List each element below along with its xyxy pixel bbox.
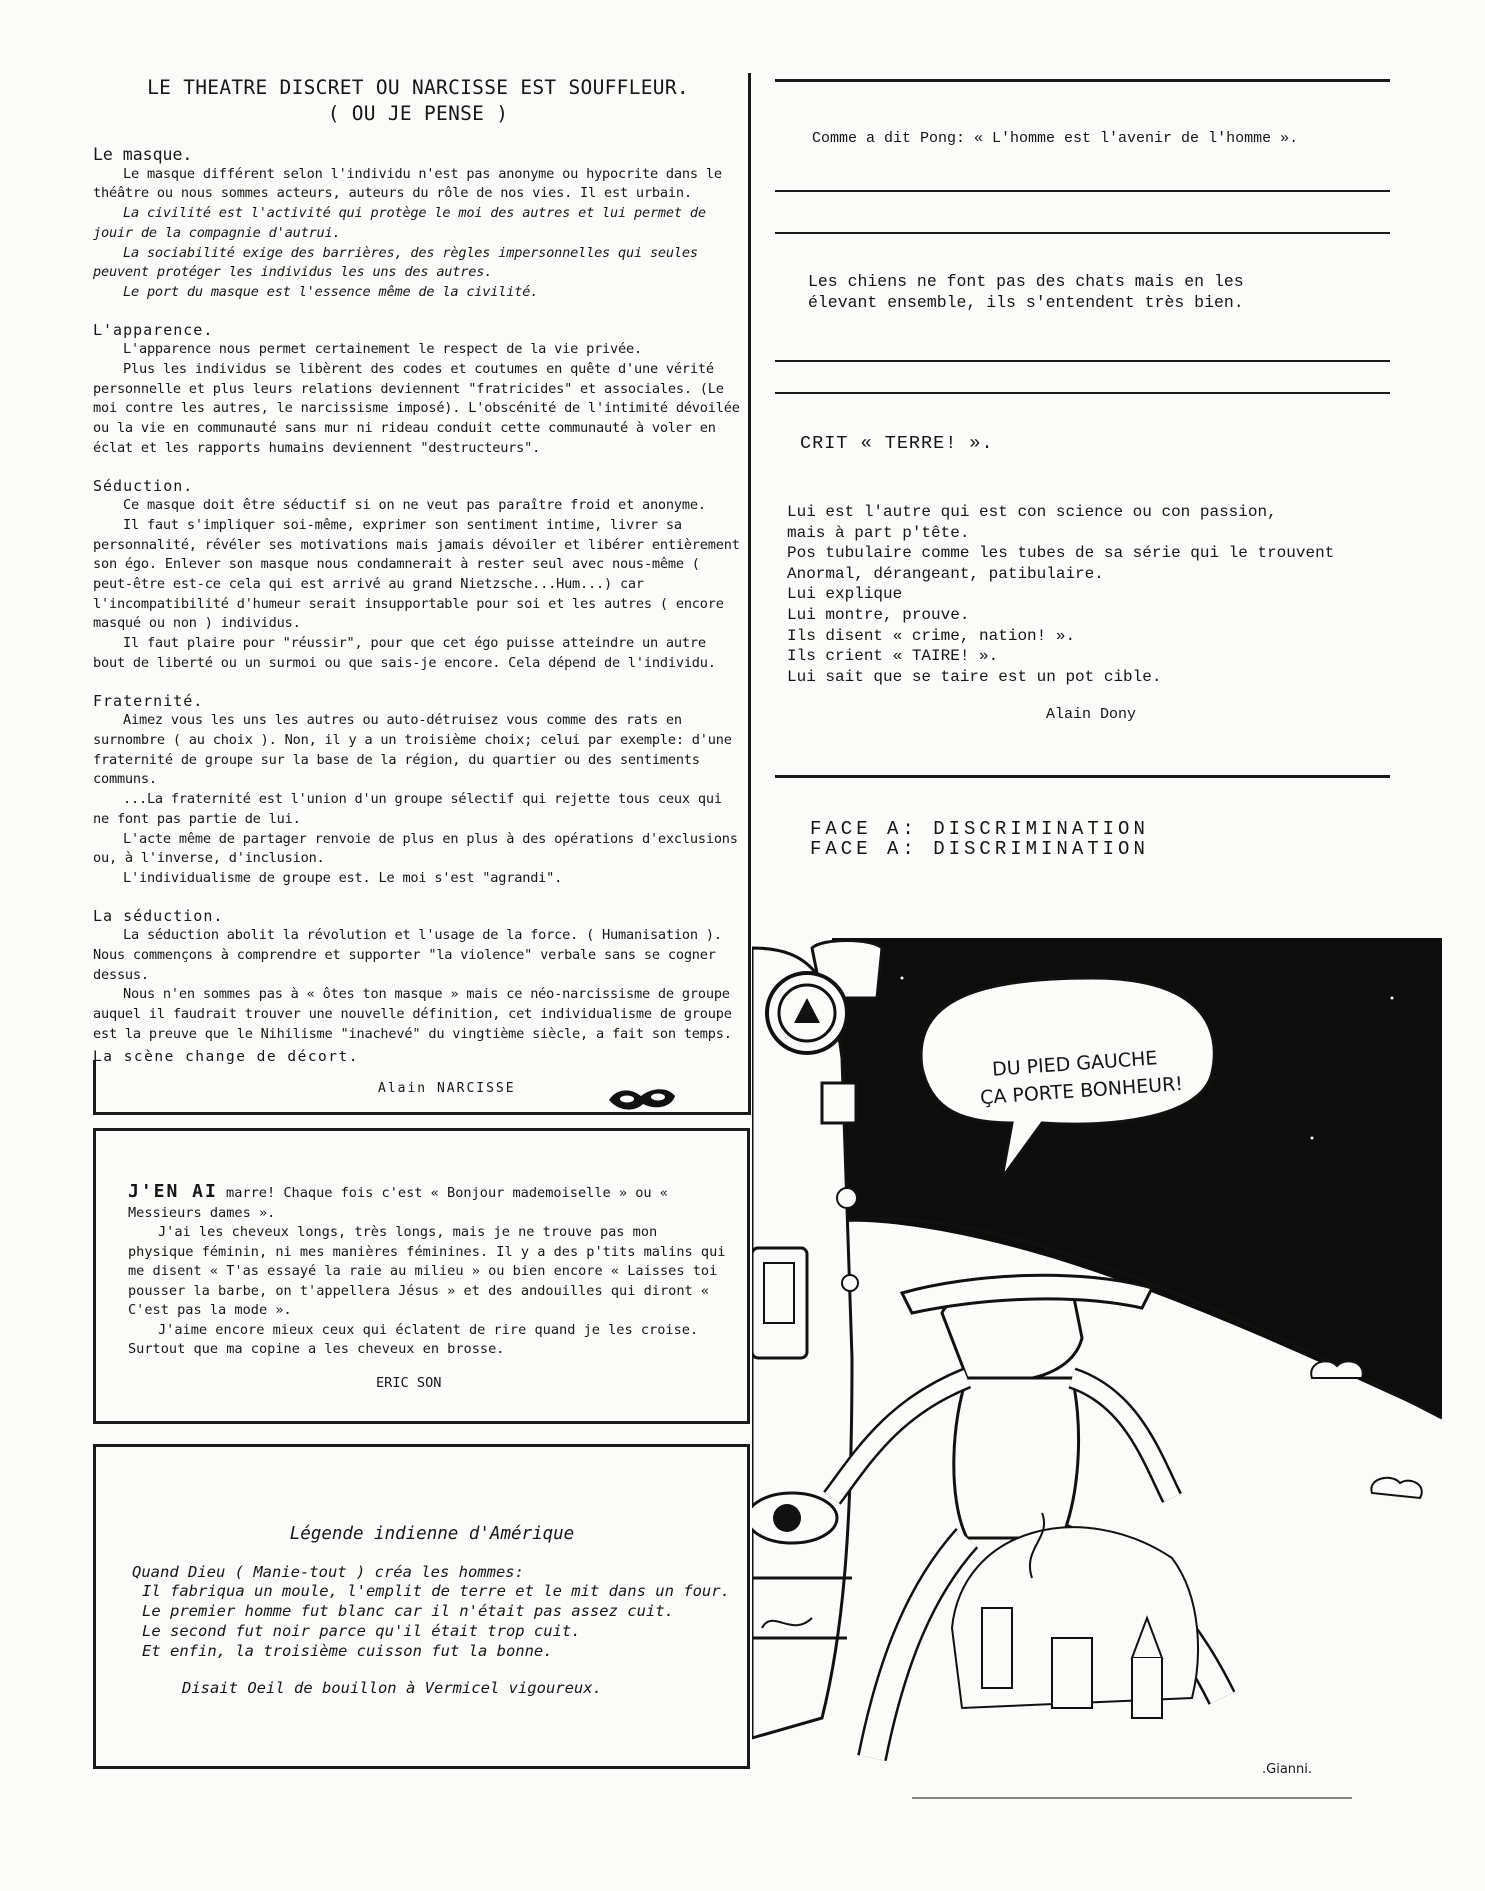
article-theatre-discret [93,75,743,1099]
poem-line: Ils crient « TAIRE! ». [787,647,999,666]
poem-line: Le second fut noir parce qu'il était trop cuit. [142,1621,581,1640]
article-legende-indienne [132,1525,732,1699]
poem-line: Il fabriqua un moule, l'emplit de terre et le mit dans un four. [142,1582,730,1601]
paragraph: L'apparence nous permet certainement le respect de la vie privée. [123,341,642,358]
section-title-la-seduction: La séduction. [93,906,224,925]
section-title-masque: Le masque. [93,145,193,164]
paragraph: ...La fraternité est l'union d'un groupe sélectif qui rejette tous ceux qui ne font pas partie de lui. [93,791,722,827]
paragraph: L'individualisme de groupe est. Le moi s'est "agrandi". [123,869,563,886]
signature-eric-son: ERIC SON [376,1374,442,1391]
paragraph: La sociabilité exige des barrières, des règles impersonnelles qui seules peuvent protéger les individus les uns des autres. [93,244,698,281]
section-title-fraternite: Fraternité. [93,691,204,710]
paragraph: Aimez vous les uns les autres ou auto-détruisez vous comme des rats en surnombre ( au choix ). Non, il y a un troisième choix; celui par exemple: d'une fraternité de groupe sur la base de la région, du quartier ou des sentiments communs. [93,712,732,788]
poem-line: Lui est l'autre qui est con science ou con passion, [787,503,1277,521]
quote-chiens-line1: Les chiens ne font pas des chats mais en les [808,272,1244,291]
poem-line: Anormal, dérangeant, patibulaire. [787,564,1104,583]
paragraph: L'acte même de partager renvoie de plus en plus à des opérations d'exclusions ou, à l'inverse, d'inclusion. [93,830,738,867]
poem [787,502,1334,687]
paragraph: J'aime encore mieux ceux qui éclatent de rire quand je les croise. Surtout que ma copine a les cheveux en brosse. [128,1321,699,1357]
speech-bubble-line2: ÇA PORTE BONHEUR! [979,1072,1184,1110]
poem-line: Quand Dieu ( Manie-tout ) créa les hommes: [132,1562,524,1581]
divider [775,360,1390,362]
article1-title-line1: LE THEATRE DISCRET OU NARCISSE EST SOUFFLEUR. [147,76,689,99]
paragraph: Le masque différent selon l'individu n'est pas anonyme ou hypocrite dans le théâtre ou nous sommes acteurs, auteurs du rôle de nos vies. Il est urbain. [93,165,722,202]
paragraph: J'ai les cheveux longs, très longs, mais je ne trouve pas mon physique féminin, ni mes manières féminines. Il y a des p'tits malins qui me disent « T'as essayé la raie au milieu » ou bien encore « Laisses toi pousser la barbe, on t'appellera Jésus » et des andouilles qui diront « C'est pas la mode ». [128,1224,726,1318]
section-title-seduction: Séduction. [93,476,194,495]
face-a-line2: FACE A: DISCRIMINATION [810,838,1149,860]
divider [775,392,1390,394]
poem-line: Le premier homme fut blanc car il n'était pas assez cuit. [142,1602,674,1621]
article2-lead: J'EN AI [128,1181,218,1202]
quote-chiens-line2: élevant ensemble, ils s'entendent très bien. [808,293,1244,312]
paragraph: La séduction abolit la révolution et l'usage de la force. ( Humanisation ). Nous commençons à comprendre et supporter "la violence" verbale sans se cogner dessus. [93,927,722,983]
quote-pong: Comme a dit Pong: « L'homme est l'avenir de l'homme ». [812,130,1299,147]
poem-line: Pos tubulaire comme les tubes de sa série qui le trouvent [787,544,1335,563]
poem-title: CRIT « TERRE! ». [800,433,994,454]
signature-oeil-de-bouillon: Disait Oeil de bouillon à Vermicel vigoureux. [182,1679,602,1698]
article3-title: Légende indienne d'Amérique [289,1524,575,1544]
poem-line: Ils disent « crime, nation! ». [787,626,1076,645]
poem-line: Lui sait que se taire est un pot cible. [787,667,1162,686]
paragraph: La civilité est l'activité qui protège le moi des autres et lui permet de jouir de la compagnie d'autrui. [93,205,706,241]
face-a-line1: FACE A: DISCRIMINATION [810,818,1149,840]
mask-icon [605,1078,680,1118]
divider [775,79,1390,82]
article-jen-ai-marre [128,1182,728,1393]
divider [775,190,1390,192]
article1-right-border [748,73,751,1113]
signature-alain-dony: Alain Dony [1046,706,1137,723]
paragraph: Le port du masque est l'essence même de la civilité. [123,283,539,300]
paragraph: Il faut s'impliquer soi-même, exprimer son sentiment intime, livrer sa personnalité, révéler ses motivations mais jamais dévoiler et libérer entièrement son égo. Enlever son masque nous condamnerait à rester seul avec nous-même ( peut-être est-ce cela qui est arrivé au grand Nietzsche...Hum...) car l'incompatibilité d'humeur serait insupportable pour soi et les autres ( encore masqué ou non ) individus. [93,516,740,632]
section-title-apparence: L'apparence. [93,320,214,339]
article2-p1: marre! Chaque fois c'est « Bonjour mademoiselle » ou « Messieurs dames ». [128,1185,668,1221]
divider [775,775,1390,778]
paragraph: Plus les individus se libèrent des codes et coutumes en quête d'une vérité personnelle et plus leurs relations deviennent "fratricides" et associales. (Le moi contre les autres, le narcissisme imposé). L'obscénité de l'intimité dévoilée ou la vie en communauté sans mur ni rideau conduit cette communauté à voler en éclat et les rapports humains deviennent "destructeurs". [93,361,740,456]
signature-alain-narcisse: Alain NARCISSE [378,1081,516,1097]
divider [775,232,1390,234]
poem-line: mais à part p'tête. [787,523,970,542]
poem-line: Lui montre, prouve. [787,605,970,624]
paragraph: Nous n'en sommes pas à « ôtes ton masque » mais ce néo-narcissisme de groupe auquel il faudrait trouver une nouvelle définition, cet individualisme de groupe est la preuve que le Nihilisme "inachevé" du vingtième siècle, a fait son temps. [93,986,732,1042]
artist-signature: .Gianni. [1262,1762,1313,1777]
speech-bubble-line1: DU PIED GAUCHE [991,1047,1159,1081]
paragraph: Il faut plaire pour "réussir", pour que cet égo puisse atteindre un autre bout de liberté ou un surmoi ou que sais-je encore. Cela dépend de l'individu. [93,635,716,671]
poem-line: Et enfin, la troisième cuisson fut la bonne. [142,1641,553,1660]
poem-line: Lui explique [787,585,903,604]
article1-title-line2: ( OU JE PENSE ) [327,102,509,125]
paragraph: Ce masque doit être séductif si on ne veut pas paraître froid et anonyme. [123,497,706,514]
closing-line: La scène change de décort. [93,1048,359,1065]
